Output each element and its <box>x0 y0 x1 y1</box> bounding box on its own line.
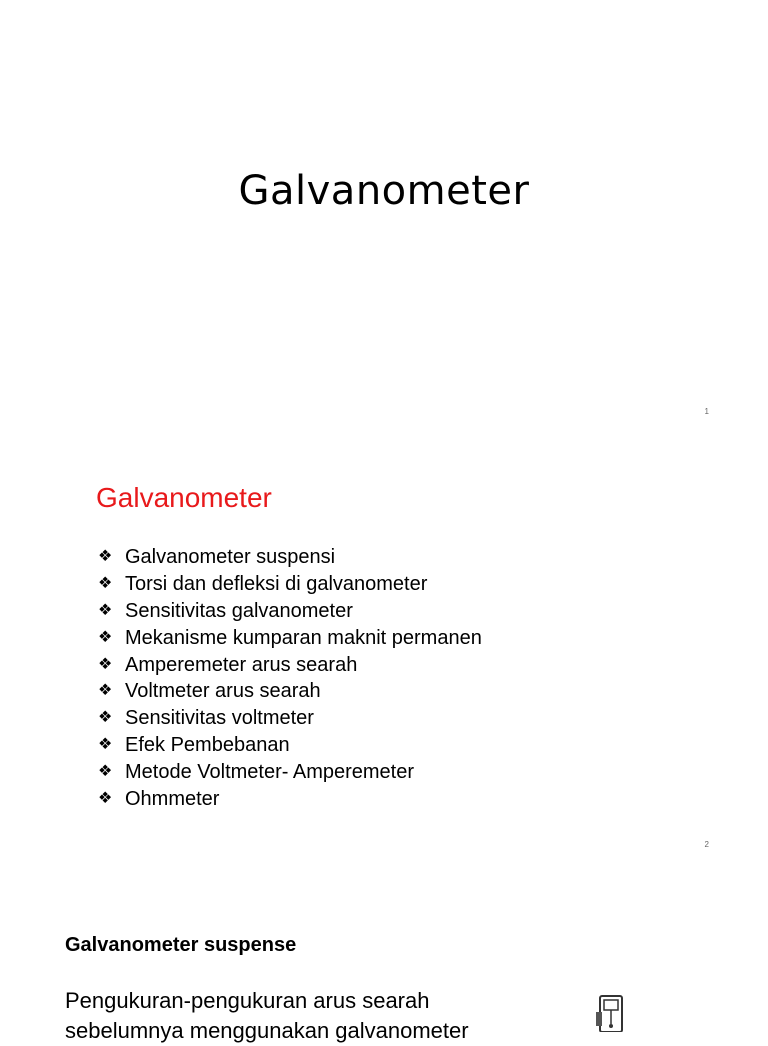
topic-list <box>98 544 482 813</box>
list-item <box>98 625 482 652</box>
list-item-text: Galvanometer suspensi <box>125 546 336 568</box>
list-item-text: Voltmeter arus searah <box>125 680 321 703</box>
slide-1 <box>0 0 768 432</box>
list-item <box>98 571 482 598</box>
list-item <box>98 732 482 759</box>
list-item-text: Torsi dan defleksi di galvanometer <box>125 572 428 595</box>
diamond-bullet-icon: ❖ <box>98 574 113 592</box>
galvanometer-device-image <box>592 992 632 1032</box>
diamond-bullet-icon: ❖ <box>98 628 113 646</box>
list-item-text: Sensitivitas galvanometer <box>125 599 353 622</box>
slide-3-heading: Galvanometer suspense <box>65 934 297 956</box>
slide-1-title: Galvanometer <box>238 168 530 214</box>
diamond-bullet-icon: ❖ <box>98 736 113 754</box>
list-item-text: Amperemeter arus searah <box>125 653 358 676</box>
list-item <box>98 544 482 571</box>
list-item <box>98 705 482 732</box>
diamond-bullet-icon: ❖ <box>98 763 113 781</box>
list-item <box>98 678 482 705</box>
slide-3-body-text: Pengukuran-pengukuran arus searah sebelumnya menggunakan galvanometer <box>65 988 469 1043</box>
diamond-bullet-icon: ❖ <box>98 682 113 700</box>
diamond-bullet-icon: ❖ <box>98 601 113 619</box>
diamond-bullet-icon: ❖ <box>98 709 113 727</box>
list-item-text: Metode Voltmeter- Amperemeter <box>125 761 415 784</box>
list-item <box>98 598 482 625</box>
list-item <box>98 652 482 679</box>
list-item-text: Sensitivitas voltmeter <box>125 707 314 730</box>
diamond-bullet-icon: ❖ <box>98 790 113 808</box>
diamond-bullet-icon: ❖ <box>98 655 113 673</box>
slide-3 <box>0 864 768 1043</box>
list-item-text: Ohmmeter <box>125 788 220 811</box>
slide-2 <box>0 432 768 864</box>
slide-1-page-number: 1 <box>704 407 709 416</box>
list-item-text: Mekanisme kumparan maknit permanen <box>125 626 482 649</box>
list-item-text: Efek Pembebanan <box>125 734 290 757</box>
list-item <box>98 759 482 786</box>
list-item <box>98 786 482 813</box>
slide-2-title: Galvanometer <box>96 482 272 513</box>
slide-2-page-number: 2 <box>704 840 709 849</box>
diamond-bullet-icon: ❖ <box>98 548 113 565</box>
